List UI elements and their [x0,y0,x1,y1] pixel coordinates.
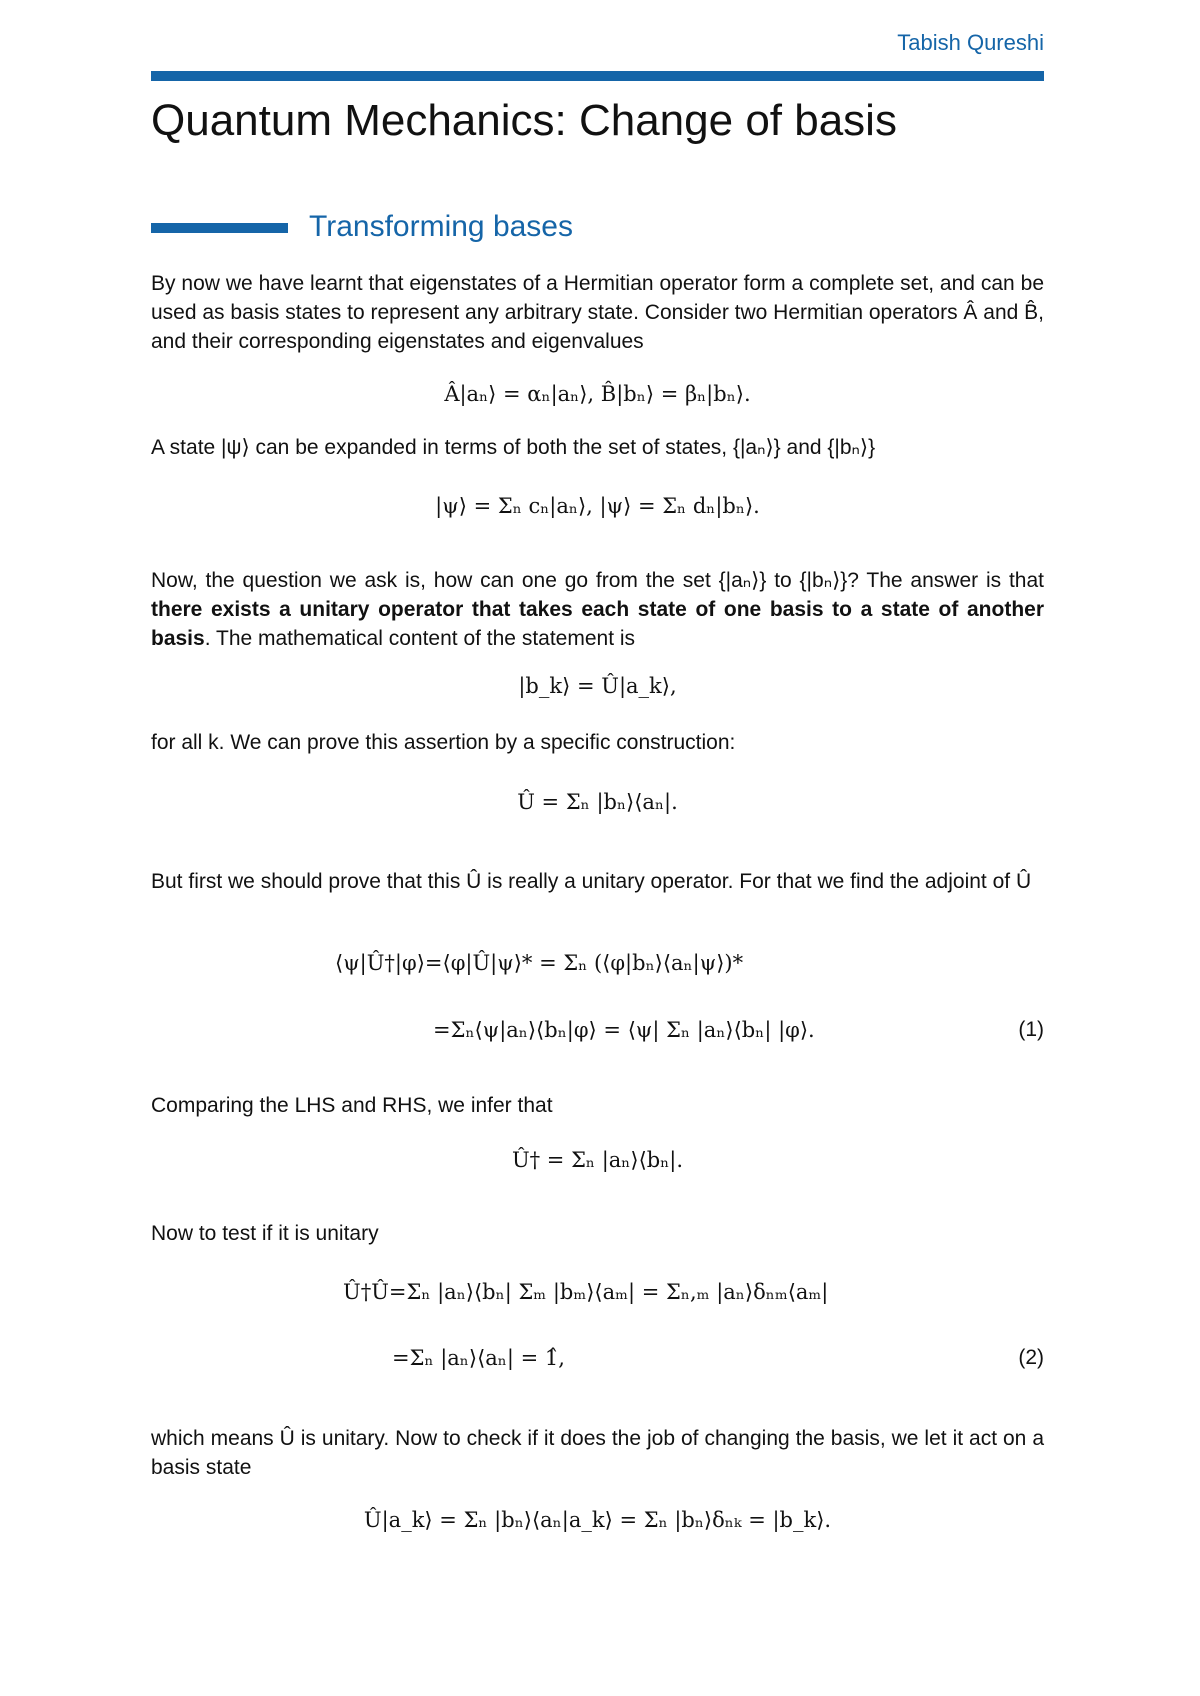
paragraph-construction: for all k. We can prove this assertion by a specific construction: [151,731,736,754]
bold-statement: there exists a unitary operator that takes each state of one basis to a state of another basis [151,598,1044,650]
section-heading: Transforming bases [309,210,573,243]
paragraph-conclusion: which means Û is unitary. Now to check if it does the job of changing the basis, we let it act on a basis state [151,1427,1044,1479]
equation-U-definition: Û = Σₙ |bₙ⟩⟨aₙ|. [517,790,678,814]
paragraph-intro: By now we have learnt that eigenstates of a Hermitian operator form a complete set, and can be used as basis states to represent any arbitrary state. Consider two Hermitian operators Â and B̂, and their corresponding eigenstates and eigenvalues [151,272,1044,353]
equation-number-2: (2) [1018,1346,1044,1369]
author-name: Tabish Qureshi [897,30,1044,55]
question-tail: . The mathematical content of the statement is [204,627,636,650]
equation-2-line-1: Û†Û=Σₙ |aₙ⟩⟨bₙ| Σₘ |bₘ⟩⟨aₘ| = Σₙ,ₘ |aₙ⟩δₙₘ⟨aₘ| [343,1280,829,1304]
paragraph-unitary-test: Now to test if it is unitary [151,1222,379,1245]
page-title: Quantum Mechanics: Change of basis [151,96,897,145]
paragraph-state-expansion: A state |ψ⟩ can be expanded in terms of both the set of states, {|aₙ⟩} and {|bₙ⟩} [151,436,876,459]
equation-basis-map: |b_k⟩ = Û|a_k⟩, [518,674,677,698]
equation-U-adjoint: Û† = Σₙ |aₙ⟩⟨bₙ|. [511,1148,684,1172]
paragraph-adjoint: But first we should prove that this Û is really a unitary operator. For that we find the adjoint of Û [151,870,1032,893]
equation-expansion: |ψ⟩ = Σₙ cₙ|aₙ⟩, |ψ⟩ = Σₙ dₙ|bₙ⟩. [435,494,760,518]
header-rule [151,71,1044,81]
equation-2-line-2: =Σₙ |aₙ⟩⟨aₙ| = 1̂, [392,1346,565,1370]
section-bar [151,223,288,233]
paragraph-compare: Comparing the LHS and RHS, we infer that [151,1094,553,1117]
equation-basis-change: Û|a_k⟩ = Σₙ |bₙ⟩⟨aₙ|a_k⟩ = Σₙ |bₙ⟩δₙₖ = |b_k⟩. [363,1508,832,1532]
paragraph-question [151,566,1044,653]
question-text: Now, the question we ask is, how can one go from the set {|aₙ⟩} to {|bₙ⟩}? The answer is that [151,569,1044,592]
equation-1-line-2: =Σₙ⟨ψ|aₙ⟩⟨bₙ|φ⟩ = ⟨ψ| Σₙ |aₙ⟩⟨bₙ| |φ⟩. [433,1018,815,1042]
equation-1-line-1: ⟨ψ|Û†|φ⟩=⟨φ|Û|ψ⟩* = Σₙ (⟨φ|bₙ⟩⟨aₙ|ψ⟩)* [335,951,744,975]
equation-eigenvalues: Â|aₙ⟩ = αₙ|aₙ⟩, B̂|bₙ⟩ = βₙ|bₙ⟩. [444,382,751,406]
equation-number-1: (1) [1018,1018,1044,1041]
